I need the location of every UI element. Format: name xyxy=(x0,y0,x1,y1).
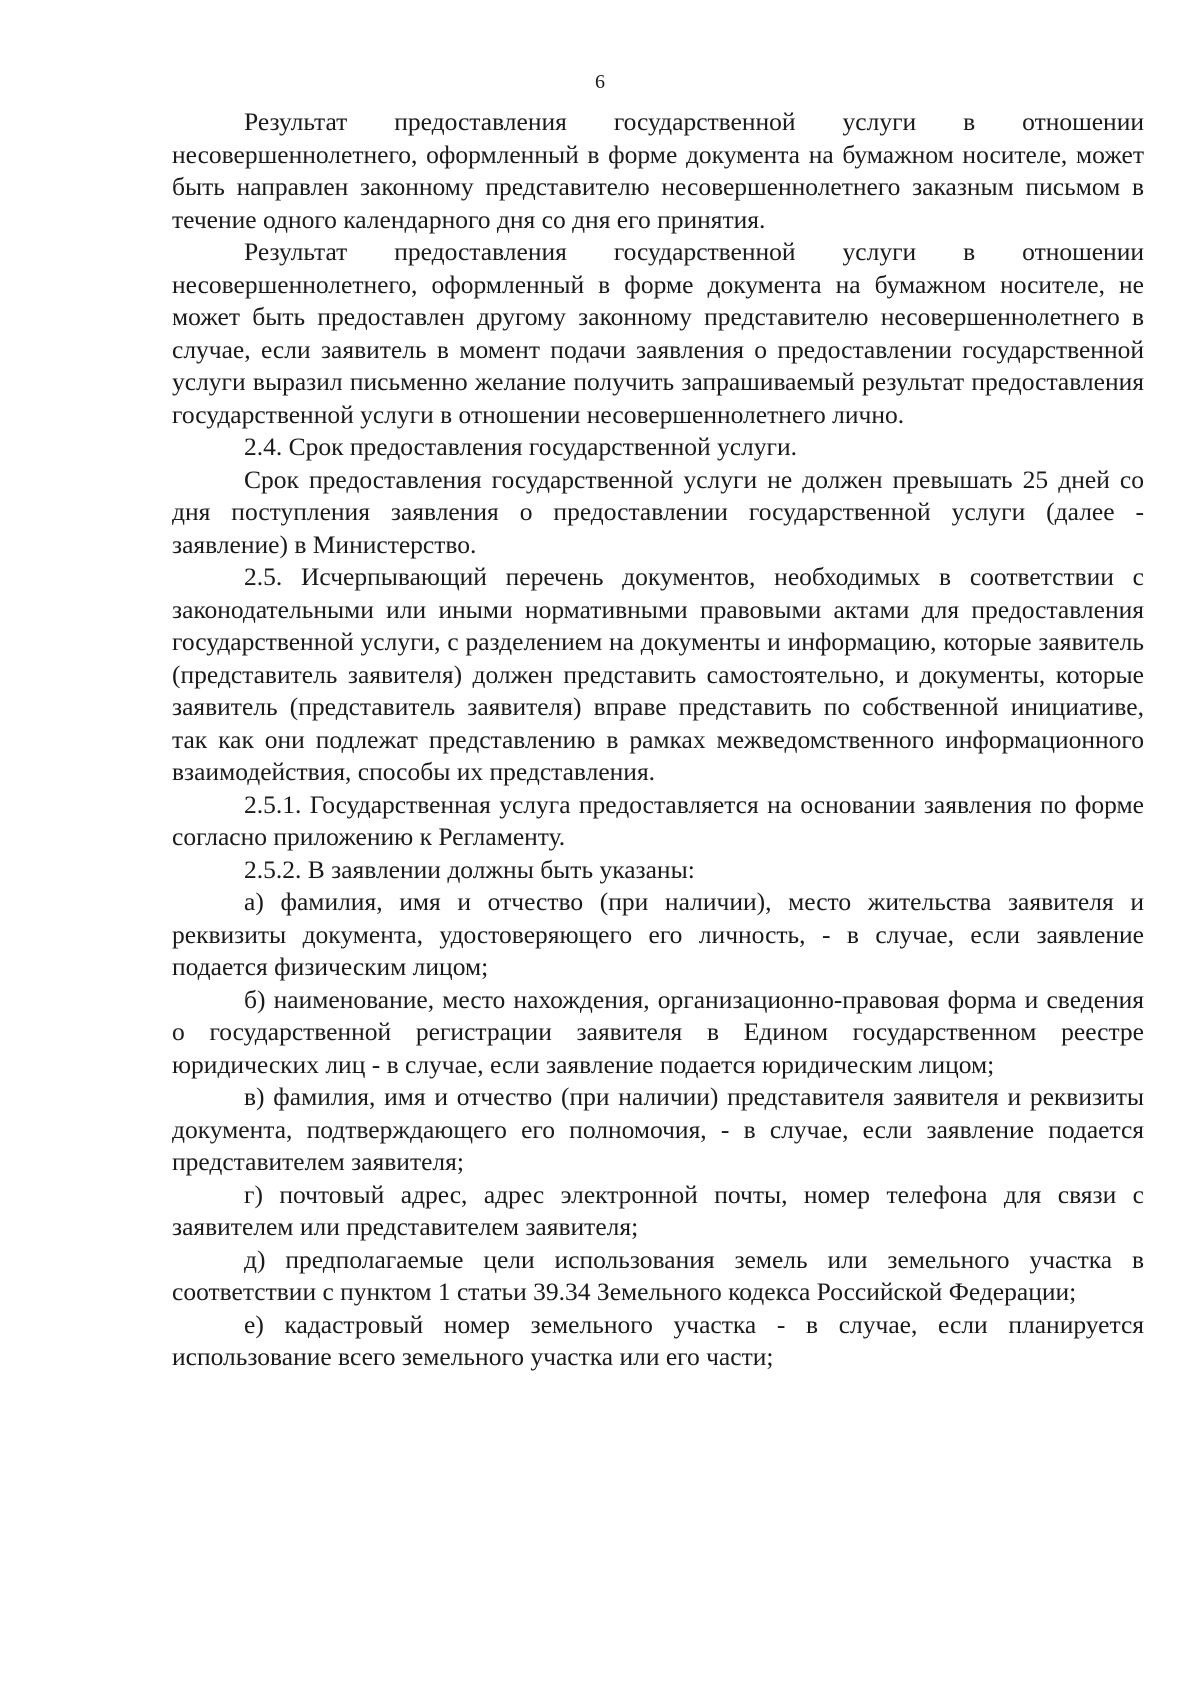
paragraph-result-sent-by-mail: Результат предоставления государственной услуги в отношении несовершеннолетнего, оформленный в форме документа на бумажном носителе, может быть направлен законному представителю несовершеннолетнего заказным письмом в течение одного календарного дня со дня его принятия. xyxy=(172,107,1144,234)
list-item-b: б) наименование, место нахождения, организационно-правовая форма и сведения о государственной регистрации заявителя в Едином государственном реестре юридических лиц - в случае, если заявление подается юридическим лицом; xyxy=(172,984,1144,1079)
paragraph-service-term: Срок предоставления государственной услуги не должен превышать 25 дней со дня поступления заявления о предоставлении государственной услуги (далее - заявление) в Министерство. xyxy=(172,464,1144,559)
list-item-e: е) кадастровый номер земельного участка - в случае, если планируется использование всего земельного участка или его части; xyxy=(172,1309,1144,1371)
list-item-d: д) предполагаемые цели использования земель или земельного участка в соответствии с пунктом 1 статьи 39.34 Земельного кодекса Российской Федерации; xyxy=(172,1244,1144,1306)
paragraph-result-not-provided: Результат предоставления государственной услуги в отношении несовершеннолетнего, оформленный в форме документа на бумажном носителе, не может быть предоставлен другому законному представителю несовершеннолетнего в случае, если заявитель в момент подачи заявления о предоставлении государственной услуги выразил письменно желание получить запрашиваемый результат предоставления государственной услуги в отношении несовершеннолетнего лично. xyxy=(172,237,1144,429)
list-item-v: в) фамилия, имя и отчество (при наличии) представителя заявителя и реквизиты документа, подтверждающего его полномочия, - в случае, если заявление подается представителем заявителя; xyxy=(172,1082,1144,1176)
list-item-a: а) фамилия, имя и отчество (при наличии), место жительства заявителя и реквизиты документа, удостоверяющего его личность, - в случае, если заявление подается физическим лицом; xyxy=(172,887,1144,981)
document-body xyxy=(172,106,1144,1374)
section-2-5-heading: 2.5. Исчерпывающий перечень документов, необходимых в соответствии с законодательными или иными нормативными правовыми актами для предоставления государственной услуги, с разделением на документы и информацию, которые заявитель (представитель заявителя) должен представить самостоятельно, и документы, которые заявитель (представитель заявителя) вправе представить по собственной инициативе, так как они подлежат представлению в рамках межведомственного информационного взаимодействия, способы их представления. xyxy=(172,562,1144,786)
list-item-g: г) почтовый адрес, адрес электронной почты, номер телефона для связи с заявителем или представителем заявителя; xyxy=(172,1179,1144,1241)
page-number: 6 xyxy=(595,71,605,93)
section-2-4-heading: 2.4. Срок предоставления государственной услуги. xyxy=(244,432,798,461)
section-2-5-2: 2.5.2. В заявлении должны быть указаны: xyxy=(244,854,695,884)
section-2-5-1: 2.5.1. Государственная услуга предоставляется на основании заявления по форме согласно приложению к Регламенту. xyxy=(172,789,1144,851)
